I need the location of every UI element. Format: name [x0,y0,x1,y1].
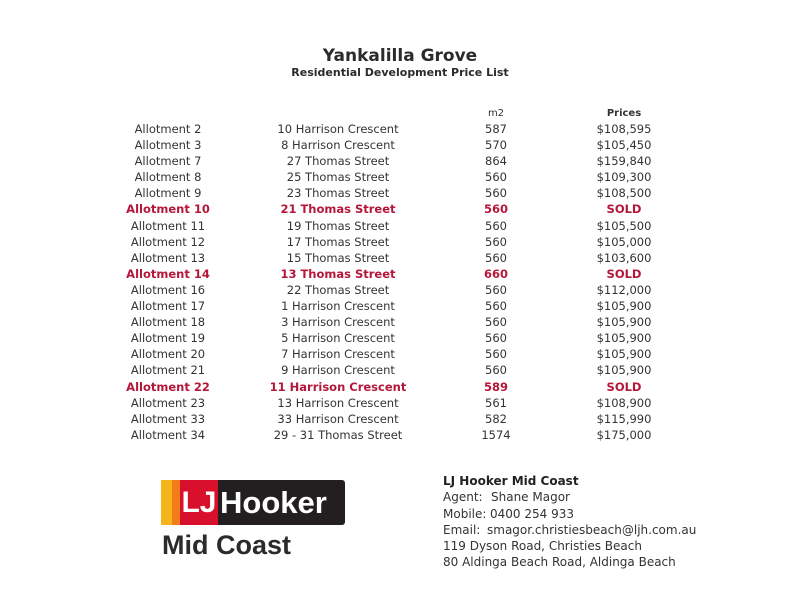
price-cell: $175,000 [596,427,652,442]
price-list [0,121,800,443]
area-cell: 1574 [481,427,511,442]
price-cell: $115,990 [596,411,652,426]
allotment-cell: Allotment 12 [130,234,206,249]
price-cell: $105,900 [596,363,652,378]
table-row [0,250,800,266]
logo-orange-stripe [172,480,180,525]
table-row [0,137,800,153]
table-row [0,282,800,298]
contact-name: LJ Hooker Mid Coast [443,474,579,488]
price-cell: $108,900 [596,395,652,410]
contact-address-1: 119 Dyson Road, Christies Beach [443,539,642,554]
contact-address-2: 80 Aldinga Beach Road, Aldinga Beach [443,555,676,570]
allotment-cell: Allotment 17 [130,299,206,314]
allotment-cell: Allotment 21 [130,363,206,378]
address-cell: 23 Thomas Street [286,186,390,201]
price-cell: $105,000 [596,234,652,249]
table-row [0,121,800,137]
area-cell: 582 [485,411,507,426]
address-cell: 25 Thomas Street [286,170,390,185]
logo-lj: LJ [180,480,218,525]
price-cell: $112,000 [596,282,652,297]
email-link[interactable]: smagor.christiesbeach@ljh.com.au [487,522,697,537]
address-cell: 29 - 31 Thomas Street [273,427,403,442]
lj-hooker-logo [161,480,345,525]
table-row-sold [0,201,800,217]
area-cell: 560 [485,315,507,330]
address-cell: 27 Thomas Street [286,154,390,169]
table-row [0,330,800,346]
price-cell: $105,450 [596,138,652,153]
table-row [0,218,800,234]
address-cell: 1 Harrison Crescent [281,299,395,314]
allotment-cell: Allotment 3 [134,138,202,153]
area-cell: 560 [485,170,507,185]
address-cell: 15 Thomas Street [286,250,390,265]
area-cell: 560 [485,347,507,362]
table-row [0,411,800,427]
area-cell: 561 [485,395,507,410]
price-cell: $105,900 [596,315,652,330]
table-row [0,346,800,362]
header-m2: m2 [487,108,505,119]
address-cell: 33 Harrison Crescent [277,411,399,426]
table-row [0,298,800,314]
allotment-cell: Allotment 18 [130,315,206,330]
allotment-cell: Allotment 22 [126,379,210,394]
address-cell: 9 Harrison Crescent [281,363,395,378]
price-cell: SOLD [606,202,642,217]
area-cell: 560 [485,250,507,265]
address-cell: 10 Harrison Crescent [277,122,399,136]
allotment-cell: Allotment 9 [134,186,202,201]
price-cell: $105,500 [596,218,652,233]
address-cell: 3 Harrison Crescent [281,315,395,330]
address-cell: 11 Harrison Crescent [269,379,407,394]
price-cell: $105,900 [596,347,652,362]
price-cell: SOLD [606,266,642,281]
price-cell: $159,840 [596,154,652,169]
logo-yellow-stripe [161,480,172,525]
address-cell: 5 Harrison Crescent [281,331,395,346]
area-cell: 560 [485,363,507,378]
table-row [0,314,800,330]
price-cell: $108,595 [596,122,652,136]
allotment-cell: Allotment 10 [126,202,210,217]
area-cell: 570 [485,138,507,153]
area-cell: 560 [485,218,507,233]
area-cell: 589 [483,379,508,394]
contact-email: Email: smagor.christiesbeach@ljh.com.au [443,522,697,537]
table-row [0,185,800,201]
document-title: Yankalilla Grove [322,46,478,66]
header-prices: Prices [606,108,642,119]
address-cell: 8 Harrison Crescent [281,138,395,153]
logo-region: Mid Coast [162,530,292,560]
contact-mobile: Mobile: 0400 254 933 [443,506,574,521]
price-cell: $103,600 [596,250,652,265]
table-row-sold [0,379,800,395]
logo-hooker: Hooker [218,480,345,525]
allotment-cell: Allotment 20 [130,347,206,362]
table-row [0,169,800,185]
address-cell: 7 Harrison Crescent [281,347,395,362]
area-cell: 560 [485,331,507,346]
area-cell: 560 [485,299,507,314]
table-row [0,234,800,250]
price-cell: $108,500 [596,186,652,201]
address-cell: 19 Thomas Street [286,218,390,233]
table-row-sold [0,266,800,282]
allotment-cell: Allotment 34 [130,427,206,442]
contact-agent: Agent: Shane Magor [443,490,570,505]
table-row [0,395,800,411]
allotment-cell: Allotment 19 [130,331,206,346]
price-cell: $105,900 [596,331,652,346]
allotment-cell: Allotment 7 [134,154,202,169]
address-cell: 17 Thomas Street [286,234,390,249]
allotment-cell: Allotment 8 [134,170,202,185]
document-subtitle: Residential Development Price List [291,66,509,79]
allotment-cell: Allotment 2 [134,122,202,136]
price-cell: SOLD [606,379,642,394]
allotment-cell: Allotment 23 [130,395,206,410]
area-cell: 660 [483,266,508,281]
address-cell: 13 Thomas Street [280,266,396,281]
table-row [0,427,800,443]
table-row [0,153,800,169]
area-cell: 560 [483,202,508,217]
allotment-cell: Allotment 11 [130,218,206,233]
area-cell: 560 [485,186,507,201]
address-cell: 13 Harrison Crescent [277,395,399,410]
allotment-cell: Allotment 33 [130,411,206,426]
contact-block [443,473,696,571]
area-cell: 587 [485,122,507,136]
allotment-cell: Allotment 13 [130,250,206,265]
address-cell: 21 Thomas Street [280,202,396,217]
area-cell: 864 [485,154,507,169]
allotment-cell: Allotment 14 [126,266,210,281]
table-row [0,362,800,378]
price-cell: $105,900 [596,299,652,314]
area-cell: 560 [485,234,507,249]
allotment-cell: Allotment 16 [130,282,206,297]
price-cell: $109,300 [596,170,652,185]
area-cell: 560 [485,282,507,297]
address-cell: 22 Thomas Street [286,282,390,297]
